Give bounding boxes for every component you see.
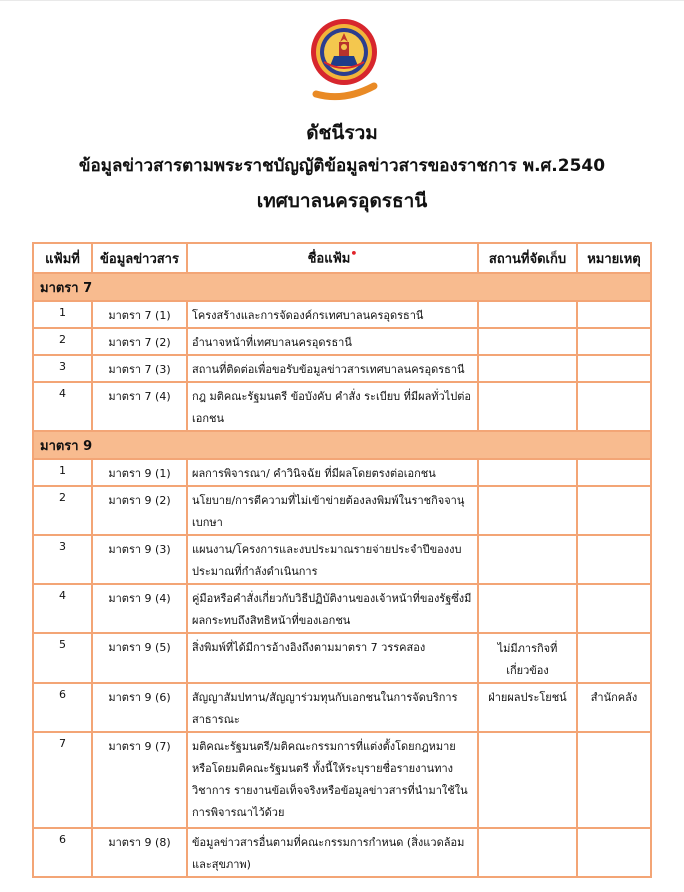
remark	[577, 301, 651, 328]
location	[478, 486, 577, 535]
file-name: แผนงาน/โครงการและงบประมาณรายจ่ายประจำปีของงบประมาณที่กำลังดำเนินการ	[187, 535, 478, 584]
file-no: 2	[33, 328, 92, 355]
file-name: คู่มือหรือคำสั่งเกี่ยวกับวิธีปฏิบัติงานของเจ้าหน้าที่ของรัฐซึ่งมีผลกระทบถึงสิทธิหน้าที่ของเอกชน	[187, 584, 478, 633]
location	[478, 382, 577, 431]
file-name: ผลการพิจารณา/ คำวินิจฉัย ที่มีผลโดยตรงต่อเอกชน	[187, 459, 478, 486]
info-ref: มาตรา 9 (6)	[92, 683, 187, 732]
file-no: 6	[33, 828, 92, 877]
file-no: 3	[33, 355, 92, 382]
file-name: อำนาจหน้าที่เทศบาลนครอุดรธานี	[187, 328, 478, 355]
location	[478, 328, 577, 355]
remark: สำนักคลัง	[577, 683, 651, 732]
table-row	[33, 683, 651, 732]
remark	[577, 732, 651, 828]
file-name: สัญญาสัมปทาน/สัญญาร่วมทุนกับเอกชนในการจัดบริการสาธารณะ	[187, 683, 478, 732]
file-no: 2	[33, 486, 92, 535]
section-row	[33, 431, 651, 459]
table-row	[33, 633, 651, 683]
info-ref: มาตรา 9 (2)	[92, 486, 187, 535]
location: ไม่มีภารกิจที่เกี่ยวข้อง	[478, 633, 577, 683]
section-title: มาตรา 7	[33, 273, 651, 301]
info-ref: มาตรา 7 (1)	[92, 301, 187, 328]
table-row	[33, 828, 651, 877]
file-no: 4	[33, 584, 92, 633]
file-name: โครงสร้างและการจัดองค์กรเทศบาลนครอุดรธานี	[187, 301, 478, 328]
file-name: นโยบาย/การตีความที่ไม่เข้าข่ายต้องลงพิมพ์ในราชกิจจานุเบกษา	[187, 486, 478, 535]
table-row	[33, 535, 651, 584]
table-row	[33, 459, 651, 486]
top-divider	[0, 0, 684, 1]
info-ref: มาตรา 9 (1)	[92, 459, 187, 486]
info-ref: มาตรา 9 (5)	[92, 633, 187, 683]
organization-name: เทศบาลนครอุดรธานี	[256, 190, 428, 212]
location	[478, 459, 577, 486]
info-ref: มาตรา 9 (8)	[92, 828, 187, 877]
file-name: มติคณะรัฐมนตรี/มติคณะกรรมการที่แต่งตั้งโดยกฎหมายหรือโดยมติคณะรัฐมนตรี ทั้งนี้ให้ระบุรายชื่อรายงานทางวิชาการ รายงานข้อเท็จจริงหรือข้อมูลข่าวสารที่นำมาใช้ในการพิจารณาไว้ด้วย	[187, 732, 478, 828]
page-title: ดัชนีรวม	[306, 122, 378, 144]
remark	[577, 535, 651, 584]
table-row	[33, 486, 651, 535]
remark	[577, 486, 651, 535]
info-ref: มาตรา 9 (3)	[92, 535, 187, 584]
info-ref: มาตรา 7 (4)	[92, 382, 187, 431]
page-subtitle: ข้อมูลข่าวสารตามพระราชบัญญัติข้อมูลข่าวสารของราชการ พ.ศ.2540	[78, 156, 606, 176]
file-name: สิ่งพิมพ์ที่ได้มีการอ้างอิงถึงตามมาตรา 7 วรรคสอง	[187, 633, 478, 683]
file-no: 5	[33, 633, 92, 683]
file-name: ข้อมูลข่าวสารอื่นตามที่คณะกรรมการกำหนด (สิ่งแวดล้อมและสุขภาพ)	[187, 828, 478, 877]
table-row	[33, 732, 651, 828]
file-name: กฎ มติคณะรัฐมนตรี ข้อบังคับ คำสั่ง ระเบียบ ที่มีผลทั่วไปต่อเอกชน	[187, 382, 478, 431]
table-row	[33, 584, 651, 633]
red-dot-mark: •	[350, 247, 358, 261]
table-row	[33, 301, 651, 328]
location	[478, 584, 577, 633]
remark	[577, 328, 651, 355]
remark	[577, 459, 651, 486]
location	[478, 535, 577, 584]
location	[478, 828, 577, 877]
info-ref: มาตรา 7 (2)	[92, 328, 187, 355]
remark	[577, 828, 651, 877]
col-header-file-no: แฟ้มที่	[33, 243, 92, 273]
file-no: 1	[33, 301, 92, 328]
file-no: 1	[33, 459, 92, 486]
info-ref: มาตรา 9 (7)	[92, 732, 187, 828]
location	[478, 355, 577, 382]
location: ฝ่ายผลประโยชน์	[478, 683, 577, 732]
section-row	[33, 273, 651, 301]
file-no: 3	[33, 535, 92, 584]
file-no: 4	[33, 382, 92, 431]
table-row	[33, 328, 651, 355]
file-name: สถานที่ติดต่อเพื่อขอรับข้อมูลข่าวสารเทศบาลนครอุดรธานี	[187, 355, 478, 382]
table-row	[33, 355, 651, 382]
table-row	[33, 382, 651, 431]
remark	[577, 584, 651, 633]
col-header-location: สถานที่จัดเก็บ	[478, 243, 577, 273]
remark	[577, 633, 651, 683]
col-header-file-name: ชื่อแฟ้ม•	[187, 243, 478, 273]
info-ref: มาตรา 9 (4)	[92, 584, 187, 633]
table-header-row	[33, 243, 651, 273]
remark	[577, 382, 651, 431]
municipality-logo	[304, 18, 384, 110]
file-no: 6	[33, 683, 92, 732]
col-header-info: ข้อมูลข่าวสาร	[92, 243, 187, 273]
index-table	[32, 242, 652, 878]
info-ref: มาตรา 7 (3)	[92, 355, 187, 382]
remark	[577, 355, 651, 382]
location	[478, 732, 577, 828]
location	[478, 301, 577, 328]
section-title: มาตรา 9	[33, 431, 651, 459]
col-header-remark: หมายเหตุ	[577, 243, 651, 273]
file-no: 7	[33, 732, 92, 828]
